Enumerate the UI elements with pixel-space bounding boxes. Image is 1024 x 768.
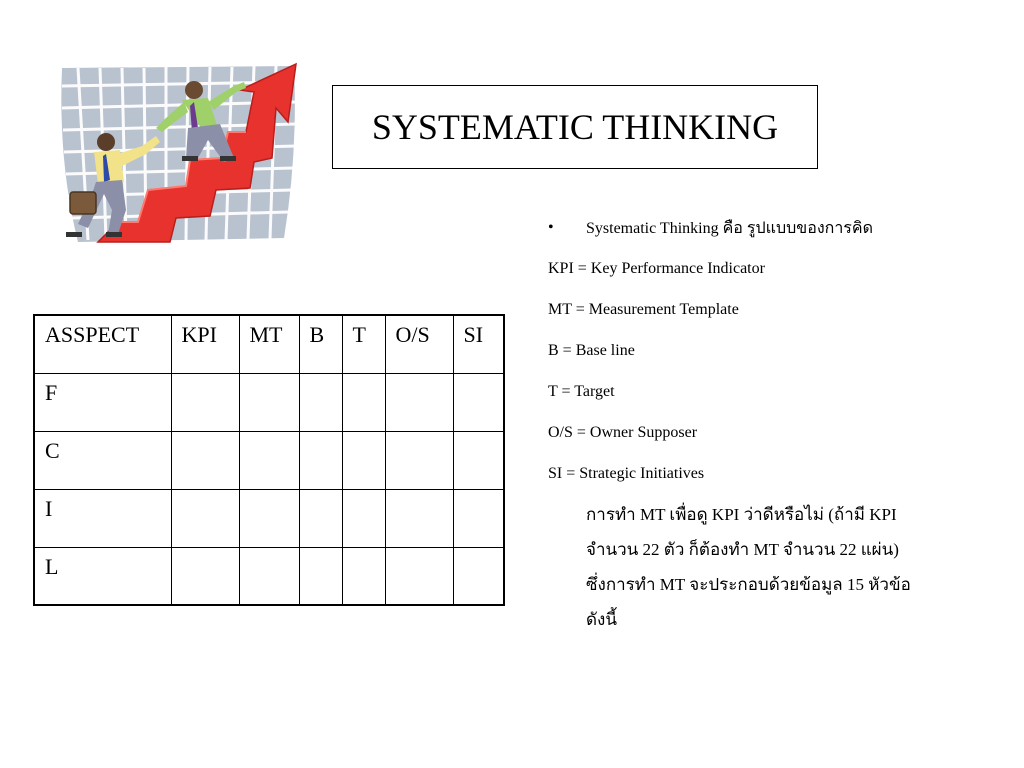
table-cell (299, 547, 342, 605)
table-header-cell: O/S (385, 315, 453, 373)
definition-line: SI = Strategic Initiatives (548, 465, 705, 482)
businessmen-climbing-arrow-chart-icon (58, 62, 306, 244)
table-row (34, 373, 504, 431)
table-cell (239, 489, 299, 547)
paragraph-line: จำนวน 22 ตัว ก็ต้องทำ MT จำนวน 22 แผ่น) (586, 540, 899, 559)
table-cell (385, 373, 453, 431)
table-cell (342, 431, 385, 489)
table-header-cell: T (342, 315, 385, 373)
bullet-text: Systematic Thinking คือ รูปแบบของการคิด (586, 219, 873, 237)
table-cell (299, 431, 342, 489)
table-cell (171, 489, 239, 547)
aspect-table (33, 314, 505, 606)
definition-line: MT = Measurement Template (548, 301, 739, 318)
table-cell: C (34, 431, 171, 489)
thai-paragraph (586, 497, 946, 637)
table-cell (453, 547, 504, 605)
definition-line: T = Target (548, 383, 615, 400)
definition-line: O/S = Owner Supposer (548, 424, 698, 441)
table-cell: F (34, 373, 171, 431)
table-cell (171, 431, 239, 489)
table-cell (342, 489, 385, 547)
definition-line: KPI = Key Performance Indicator (548, 260, 765, 277)
table-cell (453, 373, 504, 431)
table-cell (239, 547, 299, 605)
table-header-cell: B (299, 315, 342, 373)
table-cell (239, 431, 299, 489)
table-cell (171, 547, 239, 605)
table-cell (342, 373, 385, 431)
table-cell: L (34, 547, 171, 605)
table-row (34, 431, 504, 489)
table-header-row (34, 315, 504, 373)
table-cell (299, 489, 342, 547)
table-header-cell: SI (453, 315, 504, 373)
definition-line: B = Base line (548, 342, 635, 359)
table-header-cell: ASSPECT (34, 315, 171, 373)
table-cell (385, 547, 453, 605)
table-cell (385, 431, 453, 489)
table-cell (171, 373, 239, 431)
paragraph-line: การทำ MT เพื่อดู KPI ว่าดีหรือไม่ (ถ้ามี KPI (586, 505, 897, 524)
table-cell: I (34, 489, 171, 547)
paragraph-line: ดังนี้ (586, 610, 617, 629)
table-cell (299, 373, 342, 431)
bullet-item (548, 214, 968, 242)
slide-title: SYSTEMATIC THINKING (332, 85, 818, 169)
table-row (34, 489, 504, 547)
notes-panel (548, 214, 968, 637)
table-row (34, 547, 504, 605)
table-cell (453, 431, 504, 489)
table-header-cell: KPI (171, 315, 239, 373)
paragraph-line: ซึ่งการทำ MT จะประกอบด้วยข้อมูล 15 หัวข้อ (586, 575, 911, 594)
table-cell (342, 547, 385, 605)
table-cell (239, 373, 299, 431)
table-cell (453, 489, 504, 547)
table-cell (385, 489, 453, 547)
bullet-marker: • (548, 219, 554, 236)
table-header-cell: MT (239, 315, 299, 373)
